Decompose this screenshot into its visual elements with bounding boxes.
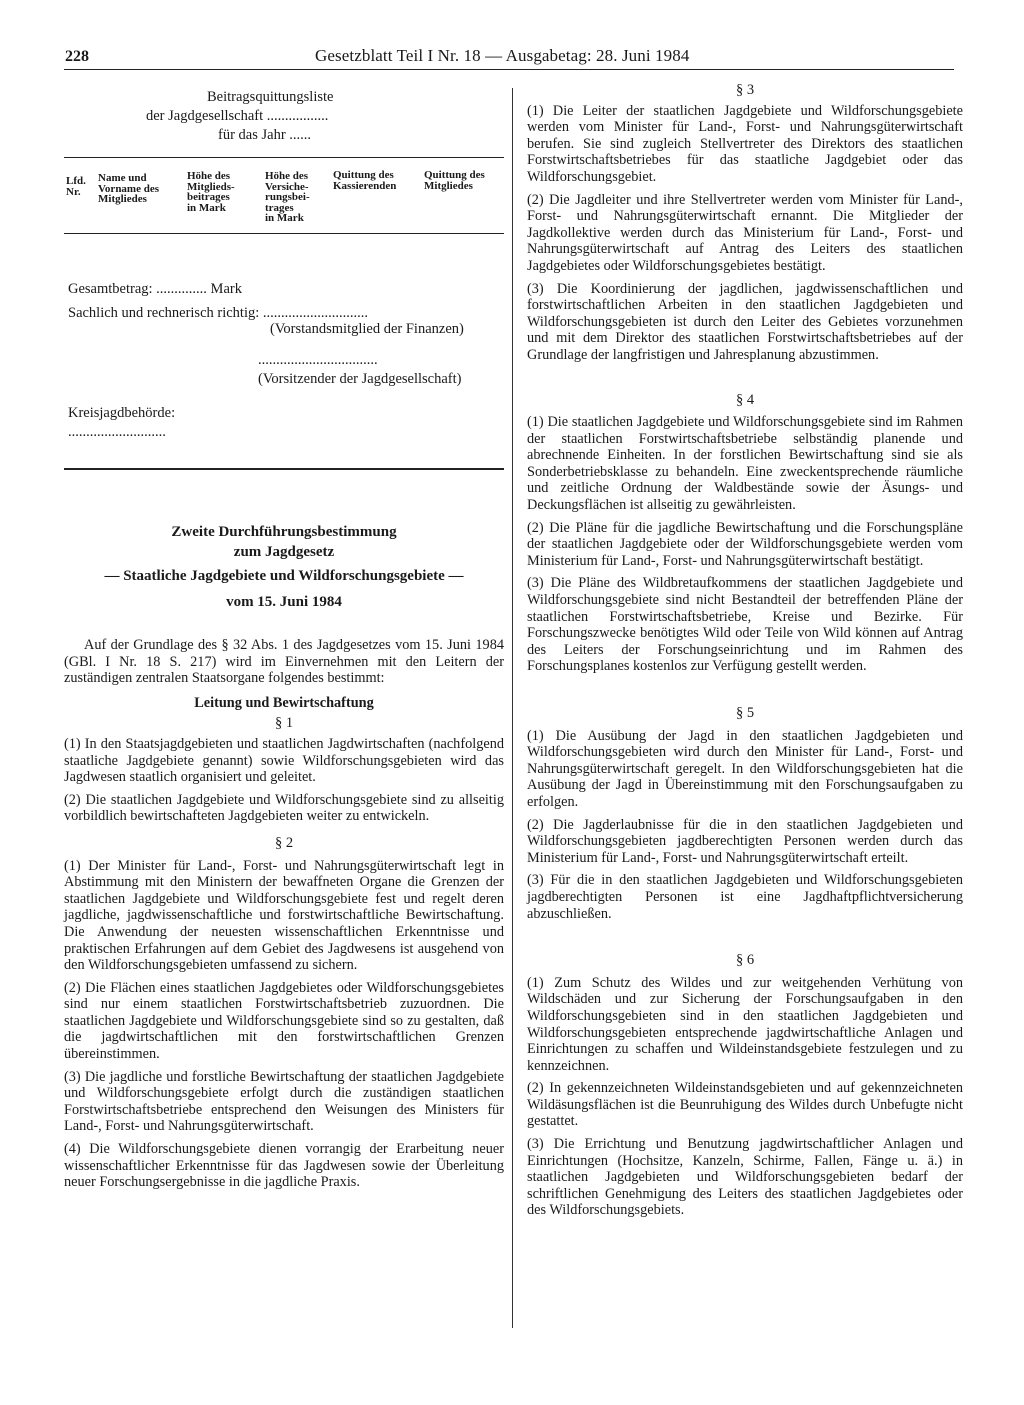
column-divider: [512, 88, 513, 1328]
running-header: Gesetzblatt Teil I Nr. 18 — Ausgabetag: 28. Juni 1984: [315, 46, 690, 65]
s3-p1: (1) Die Leiter der staatlichen Jagdgebiete und Wildforschungsgebiete werden vom Minister für Land-, Forst- und Nahrungsgüterwirtschaft berufen. Sie sind zugleich Stellvertreter des Direktors des staatlichen Forstwirtschaftsbetriebes für das staatliche Jagdgebiet oder das Wildforschungsgebiet.: [527, 102, 963, 185]
form-subtitle-society: der Jagdgesellschaft .................: [146, 108, 329, 124]
s2-p1: (1) Der Minister für Land-, Forst- und Nahrungsgüterwirtschaft legt in Abstimmung mit den Ministern der bewaffneten Organe die Grenzen der staatlichen Jagdgebiete und Wildforschungsgebiete fest und regelt deren jagdliche, jagdwissenschaftliche und forstwirtschaftliche Bewirtschaftung. Die Anwendung der neuesten wissenschaftlichen Erkenntnisse und praktischen Erfahrungen auf dem Gebiet des Jagdwesens ist ausgehend von den Wildforschungsgebieten umfassend zu sichern.: [64, 857, 504, 974]
s4-p1: (1) Die staatlichen Jagdgebiete und Wildforschungsgebiete sind im Rahmen der staatlichen Forstwirtschaftsbetriebe selbständig planende und abrechnende Einheiten. In der forstlichen Bewirtschaftung sind sie als Sonderbetriebsklasse zu behandeln. Eine zweckentsprechende räumliche und zeitliche Ordnung der Waldbestände sowie der Äsungs- und Deckungsflächen ist allseitig zu gewährleisten.: [527, 414, 963, 514]
s1-p1: (1) In den Staatsjagdgebieten und staatlichen Jagdwirtschaften (nachfolgend staatliche Jagdgebiete genannt) sowie Wildforschungsgebieten wird das Jagdwesen staatlich organisiert und geleitet.: [64, 735, 504, 786]
s4-p3: (3) Die Pläne des Wildbretaufkommens der staatlichen Jagdgebiete und Wildforschungsgebiete sind nicht Bestandteil der betreffenden Pläne der staatlichen Forstwirtschaftsbetriebe, Kreise und Bezirke. Für Forschungszwecke benötigtes Wild oder Teile von Wild können auf Antrag des Leiters der Forschungseinrichtung und im Rahmen des Forschungsplanes kostenlos zur Verfügung gestellt werden.: [527, 575, 963, 675]
district-authority-dots: ...........................: [68, 424, 166, 440]
paragraph-1-title: § 1: [274, 715, 294, 732]
form-title: Beitragsquittungsliste: [207, 89, 334, 105]
paragraph-6-title: § 6: [735, 952, 755, 969]
s5-p1: (1) Die Ausübung der Jagd in den staatlichen Jagdgebieten und Wildforschungsgebieten wird durch den Minister für Land-, Forst- und Nahrungsgüterwirtschaft geregelt. In den Wildforschungsgebieten hat die Ausübung der Jagd in Übereinstimmung mit den Forschungsaufgaben zu erfolgen.: [527, 727, 963, 810]
decree-subtitle: zum Jagdgesetz: [233, 544, 335, 560]
s6-p1: (1) Zum Schutz des Wildes und zur weitgehenden Verhütung von Wildschäden und zur Sicherung der Forschungsaufgaben in den Wildforschungsgebieten sind in den staatlichen Jagdgebieten und Wildforschungsgebieten entsprechende jagdwirtschaftliche Anlagen und Einrichtungen zu schaffen und Wildeinstandsgebiete festzulegen und zu kennzeichnen.: [527, 974, 963, 1074]
decree-date: vom 15. Juni 1984: [226, 594, 342, 610]
s3-p3: (3) Die Koordinierung der jagdlichen, jagdwissenschaftlichen und forstwirtschaftlichen Arbeiten in den staatlichen Jagdgebieten und Wildforschungsgebieten ist durch den Leiter des Gebietes vorzunehmen und mit dem Direktor des staatlichen Forstwirtschaftsbetriebes auf der Grundlage der langfristigen und Jahresplanung abzustimmen.: [527, 280, 963, 363]
header-rule: [64, 69, 954, 70]
paragraph-4-title: § 4: [735, 391, 755, 408]
s2-p4: (4) Die Wildforschungsgebiete dienen vorrangig der Erarbeitung neuer wissenschaftlicher Erkenntnisse für das Jagdwesen sowie der Überleitung neuer Forschungsergebnisse in die jagdliche Praxis.: [64, 1141, 504, 1191]
s6-p2: (2) In gekennzeichneten Wildeinstandsgebieten und auf gekennzeichneten Wildäsungsflächen ist die Beunruhigung des Wildes durch Unbefugte nicht gestattet.: [527, 1080, 963, 1130]
left-column: [64, 637, 504, 1191]
decree-intro: Auf der Grundlage des § 32 Abs. 1 des Jagdgesetzes vom 15. Juni 1984 (GBl. I Nr. 18 S. 217) wird im Einvernehmen mit den Leitern der zuständigen zentralen Staatsorgane folgendes bestimmt:: [64, 637, 504, 687]
col-header-mitglied: Quittung des Mitgliedes: [424, 169, 485, 192]
col-header-beitrag: Höhe des Mitglieds- beitrages in Mark: [187, 170, 235, 214]
right-column: [527, 82, 963, 1219]
form-end-rule: [64, 468, 504, 470]
section-heading: Leitung und Bewirtschaftung: [194, 694, 374, 711]
chair-caption: (Vorsitzender der Jagdgesellschaft): [258, 371, 462, 387]
paragraph-3-title: § 3: [735, 82, 755, 98]
s3-p2: (2) Die Jagdleiter und ihre Stellvertreter werden vom Minister für Land-, Forst- und Nahrungsgüterwirtschaft ernannt. Die Mitglieder der Jagdkollektive werden durch das Ministerium für Land-, Forst- und Nahrungsgüterwirtschaft auf Antrag des Leiters des staatlichen Jagdgebietes oder Wildforschungsgebietes bestätigt.: [527, 191, 963, 274]
s2-p2: (2) Die Flächen eines staatlichen Jagdgebietes oder Wildforschungsgebietes sind nur einem staatlichen Forstwirtschaftsbetrieb zuzuordnen. Die staatlichen Jagdgebiete und Wildforschungsgebiete sind so zu gestalten, daß die jagdwirtschaftlichen mit den forstwirtschaftlichen Grenzen übereinstimmen.: [64, 979, 504, 1063]
decree-topic: — Staatliche Jagdgebiete und Wildforschungsgebiete —: [104, 568, 464, 584]
district-authority-label: Kreisjagdbehörde:: [68, 405, 176, 421]
chair-signature-dots: .................................: [258, 352, 378, 368]
table-bottom-rule: [64, 233, 504, 234]
decree-title-block: [64, 522, 504, 612]
verification-line: Sachlich und rechnerisch richtig: .............................: [68, 305, 369, 321]
form-subtitle-year: für das Jahr ......: [218, 127, 312, 143]
s5-p2: (2) Die Jagderlaubnisse für die in den staatlichen Jagdgebieten und Wildforschungsgebieten jagdberechtigten Personen werden durch das Ministerium für Land-, Forst- und Nahrungsgüterwirtschaft erteilt.: [527, 816, 963, 866]
paragraph-2-title: § 2: [274, 834, 294, 851]
s6-p3: (3) Die Errichtung und Benutzung jagdwirtschaftlicher Anlagen und Einrichtungen (Hochsitze, Kanzeln, Schirme, Fallen, Fänge u. ä.) in staatlichen Jagdgebieten und Wildforschungsgebieten bedarf der schriftlichen Genehmigung des Leiters des staatlichen Jagdgebietes oder des Wildforschungsgebiets.: [527, 1136, 963, 1219]
page-number: 228: [65, 48, 89, 65]
paragraph-5-title: § 5: [735, 705, 755, 721]
finance-member-caption: (Vorstandsmitglied der Finanzen): [270, 321, 464, 337]
s2-p3: (3) Die jagdliche und forstliche Bewirtschaftung der staatlichen Jagdgebiete und Wildforschungsgebiete erfolgt durch die zuständigen staatlichen Forstwirtschaftsbetriebe entsprechend den Weisungen des Ministers für Land-, Forst- und Nahrungsgüterwirtschaft.: [64, 1068, 504, 1135]
col-header-versicherung: Höhe des Versiche- rungsbei- trages in Mark: [265, 170, 310, 224]
total-amount-line: Gesamtbetrag: .............. Mark: [68, 281, 242, 297]
decree-title: Zweite Durchführungsbestimmung: [171, 524, 397, 540]
s1-p2: (2) Die staatlichen Jagdgebiete und Wildforschungsgebiete sind zu allseitig vorbildlich bewirtschafteten Jagdgebieten weiter zu entwickeln.: [64, 791, 504, 825]
col-header-name: Name und Vorname des Mitgliedes: [98, 172, 160, 205]
s4-p2: (2) Die Pläne für die jagdliche Bewirtschaftung und die Forschungspläne der staatlichen Jagdgebiete oder der Wildforschungsgebiete werden vom Ministerium für Land-, Forst- und Nahrungsgüterwirtschaft bestätigt.: [527, 519, 963, 569]
col-header-lfd: Lfd. Nr.: [66, 175, 86, 198]
table-top-rule: [64, 157, 504, 158]
s5-p3: (3) Für die in den staatlichen Jagdgebieten und Wildforschungsgebieten jagdberechtigten Personen ist eine Jagdhaftpflichtversicherung abzuschließen.: [527, 872, 963, 922]
col-header-kassierende: Quittung des Kassierenden: [333, 169, 397, 192]
